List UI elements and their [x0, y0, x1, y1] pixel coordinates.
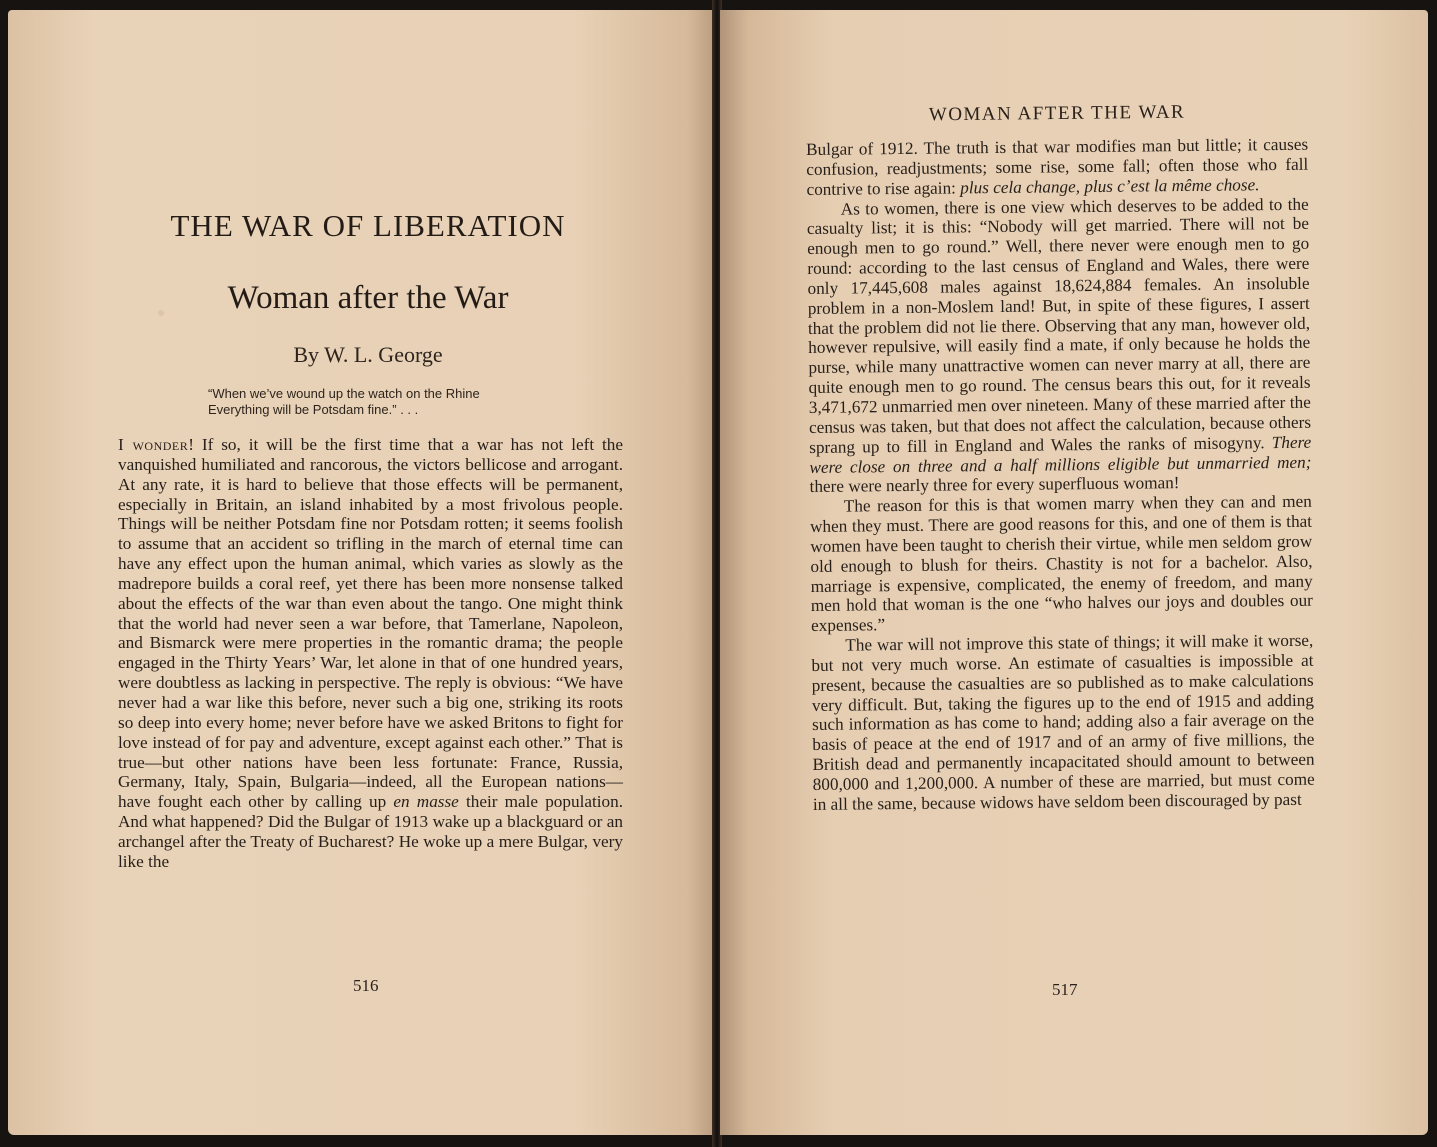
paragraph: The reason for this is that women marry when they can and men when they must. There are good reasons for this, and one of them is that women have been taught to cherish their virtue, while men seldom grow old enough to blush for theirs. Chastity is not for a bachelor. Also, marriage is expensive, complicated, the enemy of freedom, and many men hold that woman is the one “who halves our joys and doubles our expenses.”: [809, 491, 1313, 636]
left-page: [8, 10, 716, 1135]
running-head: WOMAN AFTER THE WAR: [928, 101, 1186, 126]
italic-phrase: plus cela change, plus c’est la même chose.: [960, 174, 1260, 198]
epigraph-line: “When we’ve wound up the watch on the Rhine: [208, 386, 480, 401]
italic-phrase: en masse: [393, 792, 459, 812]
paragraph-text: there were nearly three for every superfluous woman!: [809, 473, 1180, 497]
left-body-text: [118, 435, 623, 872]
epigraph: [208, 386, 568, 418]
paragraph-text: their male population. And what happened? Did the Bulgar of 1913 wake up a blackguard or an archangel after the Treaty of Bucharest? He woke up a mere Bulgar, very like the: [118, 792, 624, 871]
epigraph-line: Everything will be Potsdam fine.” . . .: [208, 402, 419, 417]
italic-phrase: There were close on three and a half millions eligible but unmarried men;: [809, 432, 1312, 477]
lead-word: I wonder: [118, 435, 189, 454]
article-title: Woman after the War: [227, 280, 509, 316]
right-body-text: [806, 135, 1315, 815]
paragraph-text: Bulgar of 1912. The truth is that war modifies man but little; it causes confusion, readjustments; some rise, some fall; often those who fall contrive to rise again:: [806, 134, 1309, 199]
series-title: THE WAR OF LIBERATION: [170, 208, 566, 243]
paragraph: The war will not improve this state of things; it will make it worse, but not very much worse. An estimate of casualties is impossible at present, because the casualties are so published as to make calculations very difficult. But, taking the figures up to the end of 1915 and adding such information as has come to hand; adding also a fair average on the basis of peace at the end of 1917 and of an army of five millions, the British dead and permanently incapacitated should amount to between 800,000 and 1,200,000. A number of these are married, but must come in all the same, because widows have seldom been discouraged by past: [811, 630, 1315, 814]
paragraph: [806, 135, 1309, 200]
page-number: 516: [353, 976, 379, 995]
right-page: [720, 10, 1428, 1135]
byline: By W. L. George: [293, 342, 443, 367]
paragraph-text: As to women, there is one view which deserves to be added to the casualty list; it is this: “Nobody will get married. There will not be enough men to go round.” Well, there never were enough men to go round: according to the last census of England and Wales, there were only 17,445,608 males against 18,624,884 females. An insoluble problem in a non-Moslem land! But, in spite of these figures, I assert that the problem did not lie there. Observing that any man, however old, however repulsive, will easily find a mate, if only because he holds the purse, while many unattractive women can never marry at all, there are quite enough men to go round. The census bears this out, for it reveals 3,471,672 unmarried men over nineteen. Many of these married after the census was taken, but that does not affect the calculation, because others sprang up to fill in England and Wales the ranks of misogyny.: [806, 194, 1312, 457]
paragraph-text: ! If so, it will be the first time that a war has not left the vanquished humiliated and rancorous, the victors bellicose and arrogant. At any rate, it is hard to believe that those effects will be permanent, especially in Britain, an island inhabited by a most frivolous people. Things will be neither Potsdam fine nor Potsdam rotten; it seems foolish to assume that an accident so trifling in the march of eternal time can have any effect upon the human animal, which varies as slowly as the madrepore builds a coral reef, yet there has been more nonsense talked about the effects of the war than even about the tango. One might think that the world had never seen a war before, that Tamerlane, Napoleon, and Bismarck were mere properties in the romantic drama; the people engaged in the Thirty Years’ War, let alone in that of one hundred years, were doubtless as lacking in perspective. The reply is obvious: “We have never had a war like this before, never such a big one, striking its roots so deep into every home; never before have we asked Britons to fight for love instead of for pay and adventure, except against each other.” That is true—but other nations have been less fortunate: France, Russia, Germany, Italy, Spain, Bulgaria—indeed, all the European nations—have fought each other by calling up: [118, 435, 624, 812]
page-number: 517: [1052, 980, 1078, 999]
paragraph: [807, 194, 1312, 497]
paragraph: [118, 435, 623, 872]
